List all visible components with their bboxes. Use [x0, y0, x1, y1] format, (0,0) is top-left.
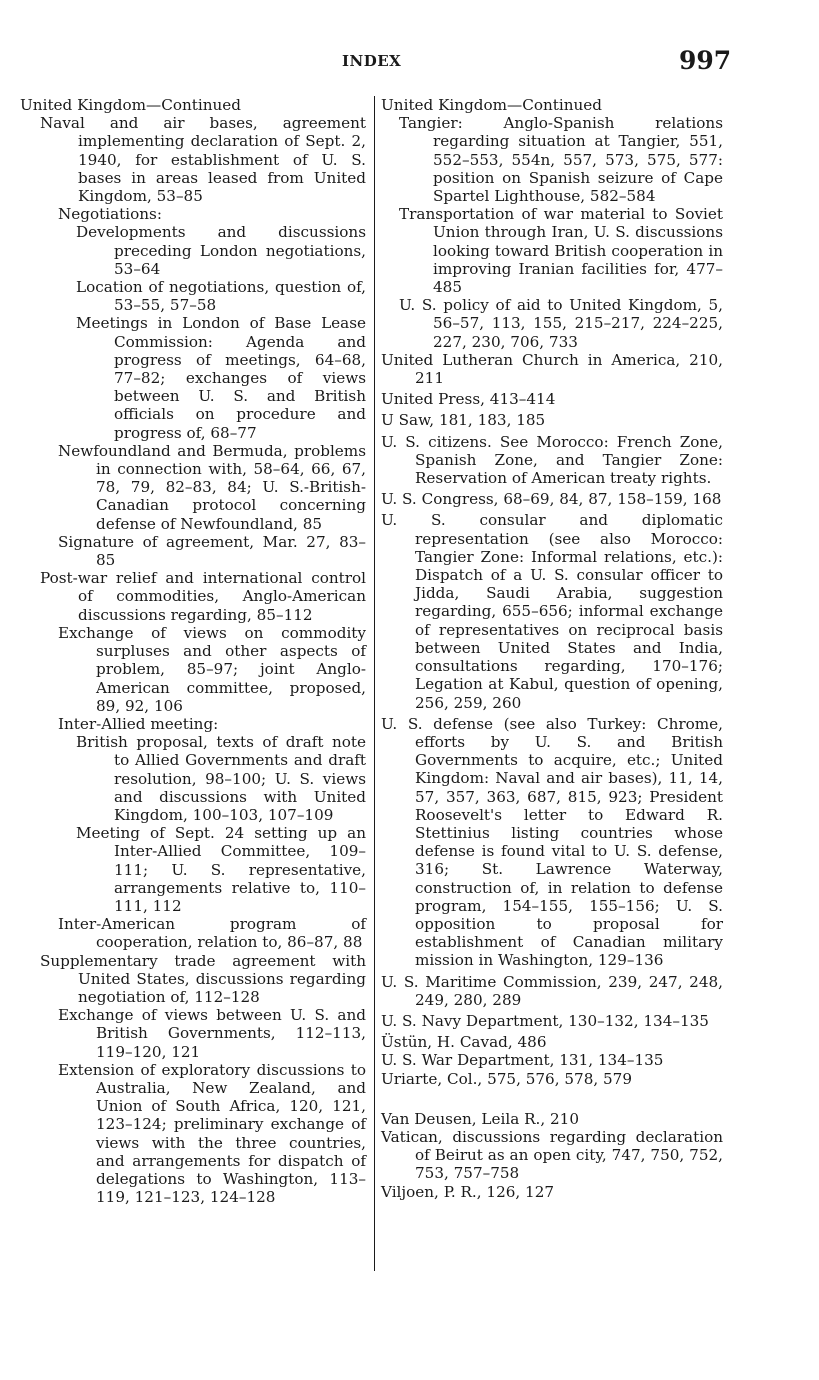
column-divider [374, 96, 375, 1271]
index-entry-united-press: United Press, 413–414 [381, 390, 556, 409]
index-entry-exchange-governments: Exchange of views between U. S. and British Governments, 112–113, 119–120, 121 [58, 1006, 366, 1061]
index-entry-developments: Developments and discussions preceding London negotiations, 53–64 [76, 223, 366, 278]
index-entry-viljoen: Viljoen, P. R., 126, 127 [381, 1182, 555, 1201]
index-entry-us-navy: U. S. Navy Department, 130–132, 134–135 [381, 1011, 709, 1030]
index-subheading-negotiations: Negotiations: [58, 205, 162, 224]
index-entry-us-consular: U. S. consular and diplomatic representation (see also Morocco: Tangier Zone: Informal relations, etc.): Dispatch of a U. S. consular officer to Jidda, Saudi Arabia, suggestion regarding, 655–656; informal exchange of representatives on reciprocal basis between United States and India, consultations regarding, 170–176; Legation at Kabul, question of opening, 256, 259, 260 [381, 511, 723, 712]
index-heading-continued: United Kingdom—Continued [381, 96, 603, 114]
index-entry-newfoundland-bermuda: Newfoundland and Bermuda, problems in connection with, 58–64, 66, 67, 78, 79, 82–83, 84; U. S.-British-Canadian protocol concerning defense of Newfoundland, 85 [58, 441, 366, 533]
index-entry-extension: Extension of exploratory discussions to Australia, New Zealand, and Union of South Africa, 120, 121, 123–124; preliminary exchange of views with the three countries, and arrangements for dispatch of delegations to Washington, 113–119, 121–123, 124–128 [58, 1060, 366, 1207]
index-entry-us-defense: U. S. defense (see also Turkey: Chrome, efforts by U. S. and British Governments to acquire, etc.; United Kingdom: Naval and air bases), 11, 14, 57, 357, 363, 687, 815, 923; President Roosevelt's letter to Edward R. Stettinius listing countries whose defense is found vital to U. S. defense, 316; St. Lawrence Waterway, construction of, in relation to defense program, 154–155, 155–156; U. S. opposition to proposal for establishment of Canadian military mission in Washington, 129–136 [381, 714, 723, 970]
page-number: 997 [679, 46, 732, 75]
running-title: INDEX [342, 52, 402, 70]
index-entry-uriarte: Uriarte, Col., 575, 576, 578, 579 [381, 1069, 633, 1088]
index-entry-supplementary-trade: Supplementary trade agreement with United States, discussions regarding negotiation of, 112–128 [40, 951, 366, 1006]
index-entry-ustun: Üstün, H. Cavad, 486 [381, 1033, 547, 1052]
index-entry-transportation: Transportation of war material to Soviet Union through Iran, U. S. discussions looking toward British cooperation in improving Iranian facilities for, 477–485 [399, 205, 723, 297]
index-entry-signature: Signature of agreement, Mar. 27, 83–85 [58, 532, 366, 570]
index-entry-us-maritime: U. S. Maritime Commission, 239, 247, 248, 249, 280, 289 [381, 972, 723, 1009]
page-header [0, 48, 819, 78]
index-entry-tangier: Tangier: Anglo-Spanish relations regarding situation at Tangier, 551, 552–553, 554n, 557, 573, 575, 577: position on Spanish seizure of Cape Spartel Lighthouse, 582–584 [399, 114, 723, 206]
index-entry-location: Location of negotiations, question of, 53–55, 57–58 [76, 278, 366, 315]
index-subheading-inter-allied: Inter-Allied meeting: [58, 714, 219, 733]
index-entry-naval-air-bases: Naval and air bases, agreement implementing declaration of Sept. 2, 1940, for establishment of U. S. bases in areas leased from United Kingdom, 53–85 [40, 114, 366, 206]
index-entry-meeting-sept: Meeting of Sept. 24 setting up an Inter-Allied Committee, 109–111; U. S. representative, arrangements relative to, 110–111, 112 [76, 824, 366, 915]
left-column [20, 96, 366, 1206]
index-entry-us-policy-aid: U. S. policy of aid to United Kingdom, 5, 56–57, 113, 155, 215–217, 224–225, 227, 230, 706, 733 [399, 296, 723, 351]
index-heading-continued: United Kingdom—Continued [20, 96, 242, 114]
index-entry-us-war: U. S. War Department, 131, 134–135 [381, 1051, 664, 1070]
index-entry-vatican: Vatican, discussions regarding declaration of Beirut as an open city, 747, 750, 752, 753, 757–758 [381, 1127, 723, 1183]
index-entry-van-deusen: Van Deusen, Leila R., 210 [381, 1109, 579, 1128]
index-entry-british-proposal: British proposal, texts of draft note to Allied Governments and draft resolution, 98–100; U. S. views and discussions with United Kingdom, 100–103, 107–109 [76, 733, 366, 824]
index-entry-us-citizens: U. S. citizens. See Morocco: French Zone, Spanish Zone, and Tangier Zone: Reservation of American treaty rights. [381, 432, 723, 488]
index-entry-lutheran: United Lutheran Church in America, 210, 211 [381, 350, 723, 388]
index-entry-meetings-london: Meetings in London of Base Lease Commission: Agenda and progress of meetings, 64–68, 77–82; exchanges of views between U. S. and British officials on procedure and progress of, 68–77 [76, 314, 366, 442]
index-entry-post-war-relief: Post-war relief and international control of commodities, Anglo-American discussions regarding, 85–112 [40, 569, 366, 624]
index-entry-inter-american: Inter-American program of cooperation, relation to, 86–87, 88 [58, 915, 366, 952]
right-column [381, 96, 723, 1201]
index-entry-exchange-commodity: Exchange of views on commodity surpluses and other aspects of problem, 85–97; joint Anglo-American committee, proposed, 89, 92, 106 [58, 623, 366, 715]
index-entry-u-saw: U Saw, 181, 183, 185 [381, 411, 546, 430]
index-entry-us-congress: U. S. Congress, 68–69, 84, 87, 158–159, 168 [381, 490, 722, 509]
